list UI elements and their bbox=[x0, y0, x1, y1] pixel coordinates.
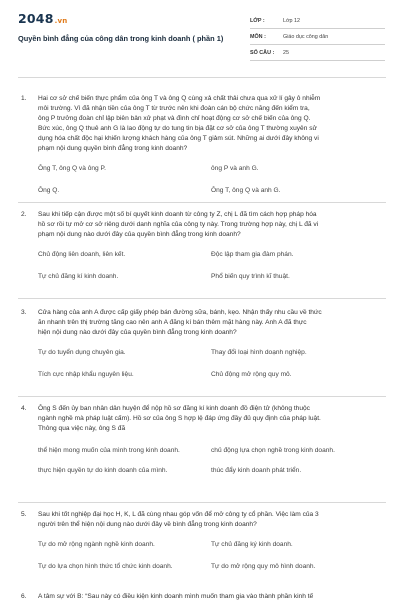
meta-key: LỚP : bbox=[250, 17, 265, 24]
question-6 bbox=[18, 592, 386, 602]
meta-key: MÔN : bbox=[250, 33, 266, 40]
question-divider bbox=[18, 202, 386, 203]
option-row bbox=[38, 348, 384, 358]
answer-option-c[interactable]: Tự do lựa chọn hình thức tổ chức kinh doanh. bbox=[38, 563, 173, 570]
stem-line: hiện nội dung nào dưới đây của quyền bình đẳng trong kinh doanh? bbox=[38, 329, 237, 336]
question-number: 5. bbox=[21, 511, 27, 518]
answer-option-b[interactable]: Thay đổi loại hình doạnh nghiệp. bbox=[211, 349, 307, 356]
stem-line: ngành nghề mà pháp luật cấm). Hồ sơ của ông S hợp lệ đáp ứng đầy đủ quy định của pháp luật. bbox=[38, 415, 321, 422]
answer-option-c[interactable]: Ông Q. bbox=[38, 187, 60, 194]
answer-options bbox=[38, 164, 384, 196]
question-stem bbox=[38, 510, 384, 530]
stem-line: ăn nhanh trên thị trường tăng cao nên anh A đăng kí bán thêm mặt hàng này. Anh A đã thực bbox=[38, 319, 307, 326]
stem-line: Sau khi tốt nghiệp đại học H, K, L đã cùng nhau góp vốn để mở công ty cổ phần. Việc làm của 3 bbox=[38, 511, 319, 518]
stem-line: A tâm sự với B: “Sau này có điều kiện kinh doanh mình muốn tham gia vào thành phần kinh tế bbox=[38, 593, 314, 600]
stem-line: Cửa hàng của anh A được cấp giấy phép bán đường sữa, bánh, kẹo. Nhận thấy nhu cầu về thức bbox=[38, 309, 322, 316]
answer-option-d[interactable]: thúc đẩy kinh doanh phát triển. bbox=[211, 467, 302, 474]
option-row bbox=[38, 540, 384, 550]
meta-row-subject bbox=[250, 29, 385, 45]
stem-line: dụng hóa chất độc hại khiến lượng khách hàng của ông T giảm sút. Những ai dưới đây không vi bbox=[38, 135, 319, 142]
answer-option-d[interactable]: Chủ động mở rộng quy mô. bbox=[211, 371, 292, 378]
question-divider bbox=[18, 502, 386, 503]
question-number: 1. bbox=[21, 95, 27, 102]
question-2 bbox=[18, 210, 386, 282]
meta-value: 25 bbox=[283, 49, 289, 56]
question-4 bbox=[18, 404, 386, 476]
question-3 bbox=[18, 308, 386, 380]
answer-option-a[interactable]: Chủ động liên doanh, liên kết. bbox=[38, 251, 126, 258]
option-row bbox=[38, 466, 384, 476]
answer-options bbox=[38, 348, 384, 380]
answer-option-d[interactable]: Phổ biến quy trình kĩ thuật. bbox=[211, 273, 290, 280]
question-number: 4. bbox=[21, 405, 27, 412]
stem-line: phạm nội dung nào dưới đây của quyền bình đẳng trong kinh doanh? bbox=[38, 231, 241, 238]
logo-text: 2048 bbox=[18, 11, 54, 26]
page-title: Quyền bình đẳng của công dân trong kinh doanh ( phần 1) bbox=[18, 34, 224, 43]
answer-option-a[interactable]: Tự do mở rộng ngành nghề kinh doanh. bbox=[38, 541, 155, 548]
option-row bbox=[38, 562, 384, 572]
question-stem bbox=[38, 404, 384, 434]
answer-option-c[interactable]: Tích cực nhập khẩu nguyên liệu. bbox=[38, 371, 134, 378]
meta-key: SỐ CÂU : bbox=[250, 49, 275, 56]
answer-option-c[interactable]: thực hiện quyền tự do kinh doanh của mình. bbox=[38, 467, 168, 474]
option-row bbox=[38, 250, 384, 260]
question-5 bbox=[18, 510, 386, 572]
answer-option-d[interactable]: Tự do mở rộng quy mô hình doanh. bbox=[211, 563, 316, 570]
question-number: 6. bbox=[21, 593, 27, 600]
answer-option-b[interactable]: Độc lập tham gia đàm phán. bbox=[211, 251, 294, 258]
answer-options bbox=[38, 446, 384, 476]
logo-tld: .vn bbox=[54, 17, 68, 25]
stem-line: Ông S đến ủy ban nhân dân huyện để nộp hồ sơ đăng kí kinh doanh đồ điện tử (không thuộc bbox=[38, 405, 310, 412]
question-stem bbox=[38, 592, 384, 602]
meta-info-table bbox=[250, 13, 385, 61]
option-row bbox=[38, 186, 384, 196]
answer-option-b[interactable]: ông P và anh G. bbox=[211, 165, 259, 172]
stem-line: môi trường. Vì đã nhận tiền của ông T từ trước nên khi đoàn cán bộ chức năng đến kiểm tra, bbox=[38, 105, 310, 112]
stem-line: Sau khi tiếp cận được một số bí quyết kinh doanh từ công ty Z, chị L đã tìm cách hợp pháp hóa bbox=[38, 211, 317, 218]
stem-line: Hai cơ sở chế biến thực phẩm của ông T và ông Q cùng xả chất thải chưa qua xử lí gây ô nhiễm bbox=[38, 95, 321, 102]
option-row bbox=[38, 370, 384, 380]
question-stem bbox=[38, 94, 384, 154]
stem-line: phạm nội dung quyền bình đẳng trong kinh doanh? bbox=[38, 145, 188, 152]
meta-value: Lớp 12 bbox=[283, 17, 301, 24]
meta-row-count bbox=[250, 45, 385, 61]
answer-option-d[interactable]: Ông T, ông Q và anh G. bbox=[211, 187, 281, 194]
question-stem bbox=[38, 210, 384, 240]
meta-value: Giáo dục công dân bbox=[283, 33, 329, 40]
stem-line: ông P trưởng đoàn chỉ lập biên bản xử phạt và đình chỉ hoạt động cơ sở chế biến của ông Q. bbox=[38, 115, 311, 122]
answer-options bbox=[38, 540, 384, 572]
question-divider bbox=[18, 396, 386, 397]
answer-option-c[interactable]: Tự chủ đăng kí kinh doanh. bbox=[38, 273, 119, 280]
stem-line: hồ sơ rồi tự mở cơ sở riêng dưới danh nghĩa của công ty này. Trong trường hợp này, chị L đã vi bbox=[38, 221, 319, 228]
question-1 bbox=[18, 94, 386, 196]
answer-options bbox=[38, 250, 384, 282]
header-divider bbox=[18, 77, 386, 78]
meta-row-grade bbox=[250, 13, 385, 29]
option-row bbox=[38, 446, 384, 456]
answer-option-b[interactable]: Tự chủ đăng ký kinh doanh. bbox=[211, 541, 293, 548]
option-row bbox=[38, 164, 384, 174]
stem-line: người trên thể hiện nội dung nào dưới đây về bình đẳng trong kinh doanh? bbox=[38, 521, 257, 528]
stem-line: Thông qua việc này, ông S đã bbox=[38, 425, 126, 432]
site-logo[interactable] bbox=[18, 11, 67, 26]
question-number: 2. bbox=[21, 211, 27, 218]
answer-option-a[interactable]: Ông T, ông Q và ông P. bbox=[38, 165, 106, 172]
question-number: 3. bbox=[21, 309, 27, 316]
option-row bbox=[38, 272, 384, 282]
stem-line: Bức xúc, ông Q thuê anh G là lao động tự do tung tin bịa đặt cơ sở của ông T thường xuyên sử bbox=[38, 125, 317, 132]
answer-option-a[interactable]: Tự do tuyển dụng chuyên gia. bbox=[38, 349, 126, 356]
answer-option-a[interactable]: thể hiện mong muốn của mình trong kinh doanh. bbox=[38, 447, 180, 454]
question-divider bbox=[18, 298, 386, 299]
question-stem bbox=[38, 308, 384, 338]
answer-option-b[interactable]: chủ động lựa chọn nghề trong kinh doanh. bbox=[211, 447, 335, 454]
